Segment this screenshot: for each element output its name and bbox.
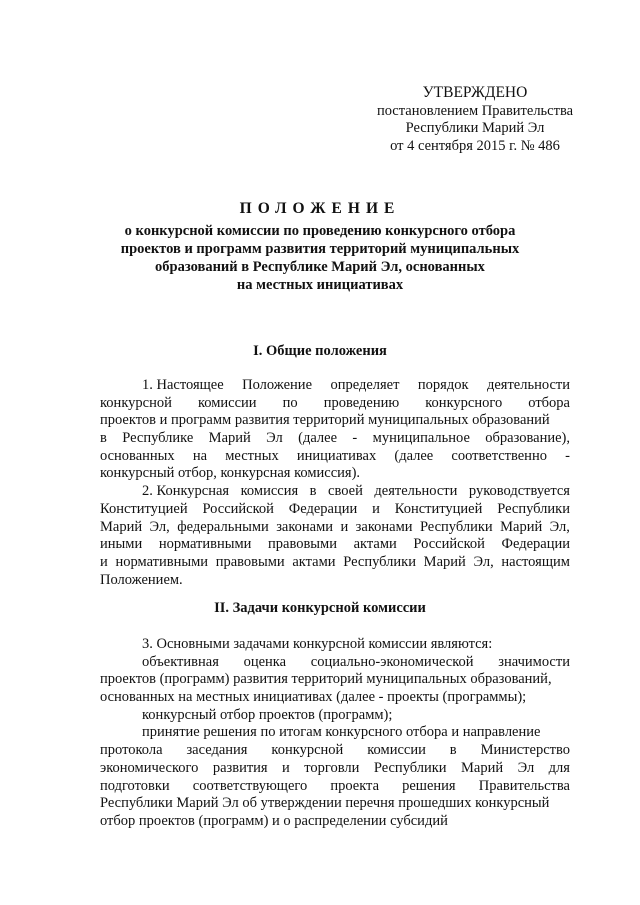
word: объективная <box>142 653 219 670</box>
paragraph-line <box>100 501 570 519</box>
document-subtitle <box>100 222 540 294</box>
word: деятельности <box>486 377 570 393</box>
word: Республики <box>497 500 570 517</box>
paragraph-line <box>100 465 570 483</box>
word: экономического <box>100 759 199 776</box>
paragraph-line <box>100 572 570 590</box>
approval-stamp <box>360 84 590 155</box>
word: местных <box>225 447 279 464</box>
word: о <box>283 812 291 829</box>
word: Федерации <box>501 536 570 553</box>
word: руководствуется <box>468 483 570 500</box>
paragraph-line <box>100 778 570 796</box>
paragraph-line <box>100 430 570 448</box>
word: Республики Марий Эл об утверждении перечня прошедших конкурсный <box>100 795 550 812</box>
word: конкурсный отбор проектов (программ); <box>142 706 393 723</box>
word: определяет <box>330 377 400 393</box>
word: основанных <box>100 447 175 464</box>
word: конкурсный отбор, конкурсная комиссия). <box>100 465 361 482</box>
word: и <box>372 500 380 517</box>
word: Республики <box>419 518 493 535</box>
word: заседания <box>186 742 248 759</box>
word: основанных на местных инициативах (далее - проекты (программы); <box>100 689 527 706</box>
approval-line: от 4 сентября 2015 г. № 486 <box>390 137 560 154</box>
word: Российской <box>202 500 274 517</box>
word: правовыми <box>268 536 337 553</box>
word: Марий <box>461 759 504 776</box>
word: муниципальное <box>372 430 470 447</box>
word: Эл <box>266 430 283 447</box>
word: Марий <box>208 430 251 447</box>
word: подготовки <box>100 777 170 794</box>
word: комиссии <box>367 742 426 759</box>
section-heading-general: I. Общие положения <box>253 343 387 359</box>
word: (далее <box>298 430 338 447</box>
word: комиссии <box>197 394 257 411</box>
word: проекта <box>330 777 380 794</box>
paragraph-line <box>100 654 570 672</box>
word: Эл, <box>549 518 570 535</box>
section-heading-tasks: II. Задачи конкурсной комиссии <box>214 600 426 616</box>
word: на <box>192 447 208 464</box>
paragraph-line <box>100 536 570 554</box>
word: конкурсного <box>425 394 503 411</box>
word: актами <box>353 536 397 553</box>
word: Министерство <box>480 742 570 759</box>
word: проектов и программ развития территорий муниципальных образований <box>100 412 550 429</box>
word: Российской <box>413 536 485 553</box>
word: Марий <box>423 553 466 570</box>
word: решения <box>402 777 456 794</box>
word: конкурсной <box>271 742 344 759</box>
word: комиссия <box>240 483 299 500</box>
word: в <box>309 483 317 500</box>
word: и <box>272 812 280 829</box>
word: образование), <box>485 430 570 447</box>
word: в <box>449 742 457 759</box>
word: проведению <box>323 394 400 411</box>
word: по <box>282 394 298 411</box>
subtitle-line: о конкурсной комиссии по проведению конкурсного отбора <box>124 223 516 239</box>
approval-line: постановлением Правительства <box>376 102 574 119</box>
word: деятельности <box>374 483 458 500</box>
paragraph-line <box>100 377 570 395</box>
word: Федерации <box>288 500 358 517</box>
word: принятие решения по итогам конкурсного отбора и направление <box>142 724 541 741</box>
word: и <box>282 759 290 776</box>
word: своей <box>328 483 363 500</box>
word: порядок <box>417 377 469 393</box>
word: проектов <box>138 812 195 829</box>
paragraph-line <box>100 742 570 760</box>
word: 2. Конкурсная <box>142 483 230 500</box>
word: Положением. <box>100 571 183 588</box>
word: в <box>100 430 107 447</box>
paragraph-line <box>100 412 570 430</box>
subtitle-line: на местных инициативах <box>236 277 404 293</box>
word: законами <box>276 518 334 535</box>
word: торговли <box>304 759 360 776</box>
subtitle-line: проектов и программ развития территорий муниципальных <box>120 241 520 257</box>
word: правовыми <box>215 553 285 570</box>
paragraph-line <box>100 671 570 689</box>
word: соответствующего <box>192 777 308 794</box>
section-body-tasks <box>100 636 570 831</box>
word: 1. Настоящее <box>142 377 224 393</box>
paragraph-line <box>100 760 570 778</box>
paragraph-line <box>100 554 570 572</box>
word: Марий <box>100 518 143 535</box>
word: актами <box>292 553 336 570</box>
word: значимости <box>498 653 570 670</box>
word: федеральными <box>177 518 269 535</box>
paragraph-line <box>100 795 570 813</box>
document-title: ПОЛОЖЕНИЕ <box>239 200 401 217</box>
subtitle-line: образований в Республике Марий Эл, основанных <box>155 259 485 275</box>
word: Эл <box>517 759 535 776</box>
word: конкурсной <box>100 394 172 411</box>
paragraph-line <box>100 689 570 707</box>
word: Конституцией <box>394 500 483 517</box>
word: Эл, <box>149 518 170 535</box>
word: распределении <box>294 812 387 829</box>
approval-line: Республики Марий Эл <box>405 120 545 136</box>
paragraph-line <box>100 395 570 413</box>
word: Республики <box>373 759 447 776</box>
word: иными <box>100 536 143 553</box>
paragraph-line <box>100 707 570 725</box>
word: отбор <box>100 812 136 829</box>
word: настоящим <box>501 553 570 570</box>
word: Республике <box>122 430 194 447</box>
paragraph-line <box>100 636 570 654</box>
word: Правительства <box>478 777 570 794</box>
word: Республики <box>343 553 416 570</box>
paragraph-line <box>100 813 570 831</box>
paragraph-line <box>100 724 570 742</box>
word: оценка <box>243 653 287 670</box>
word: соответственно <box>451 447 547 464</box>
word: - <box>352 430 358 447</box>
word: инициативах <box>296 447 377 464</box>
word: отбора <box>528 394 570 411</box>
word: протокола <box>100 742 163 759</box>
word: - <box>565 447 570 464</box>
word: Марий <box>500 518 543 535</box>
word: и <box>340 518 349 535</box>
paragraph-line <box>100 483 570 501</box>
word: Положение <box>242 377 312 393</box>
word: Конституцией <box>100 500 188 517</box>
word: для <box>548 759 570 776</box>
word: социально-экономической <box>310 653 474 670</box>
word: и <box>100 553 108 570</box>
paragraph-line <box>100 519 570 537</box>
word: Эл, <box>473 553 494 570</box>
word: (далее <box>394 447 434 464</box>
word: нормативными <box>158 536 252 553</box>
word: субсидий <box>390 812 448 829</box>
approval-title: УТВЕРЖДЕНО <box>422 84 528 101</box>
word: развития <box>212 759 268 776</box>
word: законами <box>355 518 413 535</box>
word: (программ) <box>198 812 269 829</box>
paragraph-line <box>100 448 570 466</box>
word: 3. Основными задачами конкурсной комиссии являются: <box>142 636 493 652</box>
word: проектов (программ) развития территорий муниципальных образований, <box>100 671 552 688</box>
section-body-general <box>100 377 570 589</box>
word: нормативными <box>115 553 209 570</box>
